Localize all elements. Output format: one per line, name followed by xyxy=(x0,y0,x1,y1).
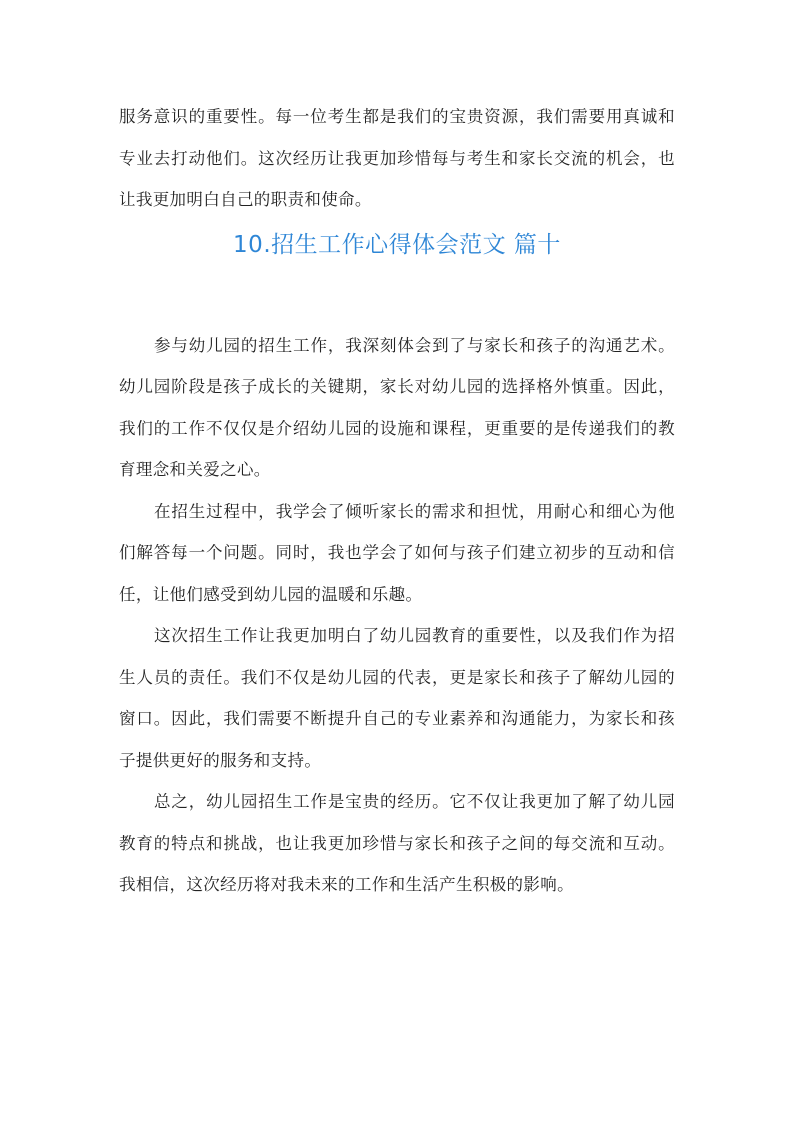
intro-paragraph: 服务意识的重要性。每一位考生都是我们的宝贵资源，我们需要用真诚和专业去打动他们。这次经历让我更加珍惜每与考生和家长交流的机会，也让我更加明白自己的职责和使命。 xyxy=(119,107,675,209)
section-body xyxy=(119,325,675,906)
body-paragraph-4: 总之，幼儿园招生工作是宝贵的经历。它不仅让我更加了解了幼儿园教育的特点和挑战，也让我更加珍惜与家长和孩子之间的每交流和互动。我相信，这次经历将对我未来的工作和生活产生积极的影响。 xyxy=(119,792,675,894)
body-paragraph-1: 参与幼儿园的招生工作，我深刻体会到了与家长和孩子的沟通艺术。幼儿园阶段是孩子成长的关键期，家长对幼儿园的选择格外慎重。因此，我们的工作不仅仅是介绍幼儿园的设施和课程，更重要的是传递我们的教育理念和关爱之心。 xyxy=(119,335,675,479)
body-paragraph-2: 在招生过程中，我学会了倾听家长的需求和担忧，用耐心和细心为他们解答每一个问题。同时，我也学会了如何与孩子们建立初步的互动和信任，让他们感受到幼儿园的温暖和乐趣。 xyxy=(119,501,675,604)
document-content xyxy=(119,96,675,906)
body-paragraph-3: 这次招生工作让我更加明白了幼儿园教育的重要性，以及我们作为招生人员的责任。我们不仅是幼儿园的代表，更是家长和孩子了解幼儿园的窗口。因此，我们需要不断提升自己的专业素养和沟通能力，为家长和孩子提供更好的服务和支持。 xyxy=(119,626,675,770)
section-heading: 10.招生工作心得体会范文 篇十 xyxy=(233,231,561,258)
